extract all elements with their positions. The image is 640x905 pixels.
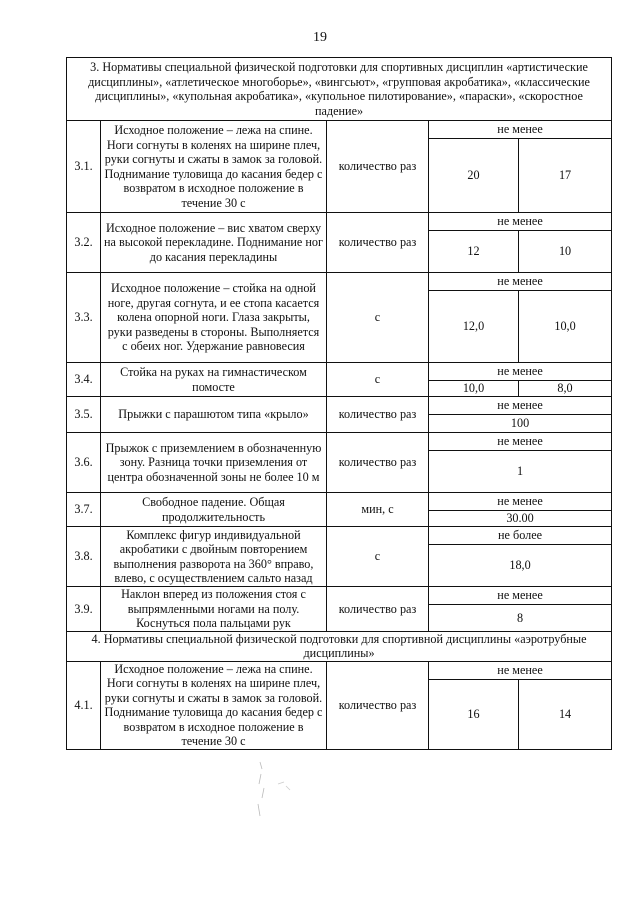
table-row [67,493,612,511]
table-row [67,527,612,545]
table-row [67,213,612,231]
norm-condition: не менее [429,363,612,381]
norm-value: 12 [429,231,519,273]
norm-condition: не менее [429,397,612,415]
scan-artifact-marks [250,760,310,820]
unit-of-measure: количество раз [327,397,429,433]
exercise-description: Наклон вперед из положения стоя с выпрямленными ногами на полу. Коснуться пола пальцами рук [101,587,327,632]
exercise-description: Комплекс фигур индивидуальной акробатики с двойным повторением выполнения разворота на 360° вправо, влево, с осуществлением сальто назад [101,527,327,587]
table-row [67,587,612,605]
norm-value: 100 [429,415,612,433]
row-number: 3.2. [67,213,101,273]
row-number: 3.1. [67,121,101,213]
norms-table [66,57,612,750]
norm-condition: не более [429,527,612,545]
section-heading: 3. Нормативы специальной физической подготовки для спортивных дисциплин «артистические дисциплины», «атлетическое многоборье», «вингсьют», «групповая акробатика», «классические дисциплины», «купольная акробатика», «купольное пилотирование», «параски», «скоростное падение» [67,58,612,121]
unit-of-measure: количество раз [327,121,429,213]
unit-of-measure: мин, с [327,493,429,527]
norm-value: 8 [429,605,612,631]
norm-condition: не менее [429,273,612,291]
norm-condition: не менее [429,493,612,511]
exercise-description: Прыжки с парашютом типа «крыло» [101,397,327,433]
row-number: 3.9. [67,587,101,632]
row-number: 3.5. [67,397,101,433]
unit-of-measure: количество раз [327,587,429,632]
norm-value: 8,0 [519,381,612,397]
table-row [67,121,612,139]
table-row [67,433,612,451]
exercise-description: Исходное положение – лежа на спине. Ноги согнуты в коленях на ширине плеч, руки согнуты и сжаты в замок за головой. Поднимание туловища до касания бедер с возвратом в исходное положение в течение 30 с [101,121,327,213]
row-number: 4.1. [67,661,101,749]
norm-value: 20 [429,139,519,213]
table-row [67,397,612,415]
page-number: 19 [313,30,327,45]
table-row [67,363,612,381]
unit-of-measure: с [327,363,429,397]
section-heading-row [67,631,612,661]
exercise-description: Исходное положение – лежа на спине. Ноги согнуты в коленях на ширине плеч, руки согнуты и сжаты в замок за головой. Поднимание туловища до касания бедер с возвратом в исходное положение в течение 30 с [101,661,327,749]
norm-condition: не менее [429,433,612,451]
exercise-description: Исходное положение – стойка на одной ноге, другая согнута, и ее стопа касается колена опорной ноги. Глаза закрыты, руки разведены в стороны. Выполняется с обеих ног. Удержание равновесия [101,273,327,363]
exercise-description: Исходное положение – вис хватом сверху на высокой перекладине. Поднимание ног до касания перекладины [101,213,327,273]
norm-value: 18,0 [429,545,612,587]
section-heading-row [67,58,612,121]
norm-condition: не менее [429,121,612,139]
norm-value: 14 [519,679,612,749]
norm-condition: не менее [429,587,612,605]
row-number: 3.3. [67,273,101,363]
unit-of-measure: количество раз [327,433,429,493]
norm-condition: не менее [429,661,612,679]
norm-value: 12,0 [429,291,519,363]
unit-of-measure: с [327,527,429,587]
row-number: 3.8. [67,527,101,587]
row-number: 3.4. [67,363,101,397]
norm-value: 17 [519,139,612,213]
norm-value: 10,0 [429,381,519,397]
section-heading: 4. Нормативы специальной физической подготовки для спортивной дисциплины «аэротрубные дисциплины» [67,631,612,661]
norm-value: 10 [519,231,612,273]
norm-value: 30.00 [429,511,612,527]
norm-condition: не менее [429,213,612,231]
unit-of-measure: количество раз [327,661,429,749]
row-number: 3.7. [67,493,101,527]
table-row [67,273,612,291]
exercise-description: Свободное падение. Общая продолжительность [101,493,327,527]
unit-of-measure: с [327,273,429,363]
norm-value: 10,0 [519,291,612,363]
row-number: 3.6. [67,433,101,493]
table-row [67,661,612,679]
norm-value: 16 [429,679,519,749]
exercise-description: Прыжок с приземлением в обозначенную зону. Разница точки приземления от центра обозначенной зоны не более 10 м [101,433,327,493]
unit-of-measure: количество раз [327,213,429,273]
norm-value: 1 [429,451,612,493]
exercise-description: Стойка на руках на гимнастическом помосте [101,363,327,397]
